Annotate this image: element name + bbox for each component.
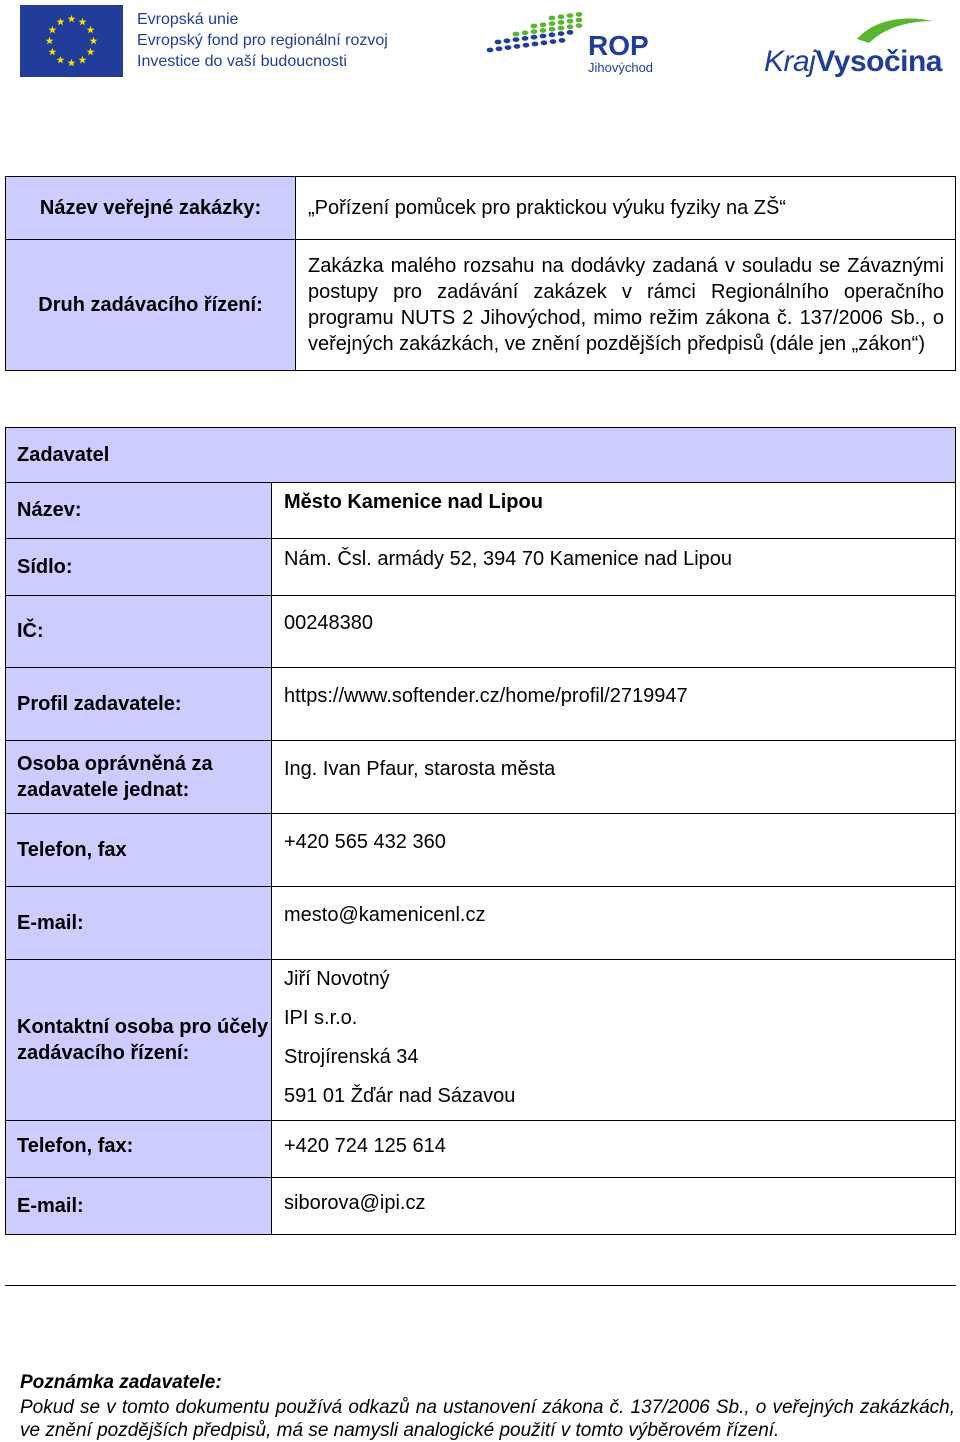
- table-row: [6, 668, 956, 741]
- tender-name-row: [6, 177, 956, 240]
- authority-email-label: E-mail:: [6, 887, 272, 960]
- rop-dot-icon: [559, 38, 566, 43]
- rop-dot-icon: [504, 38, 511, 43]
- kraj-vysocina-logo: [760, 15, 940, 80]
- rop-dot-icon: [567, 24, 574, 29]
- eu-star-icon: [87, 48, 95, 56]
- rop-dot-icon: [558, 26, 565, 31]
- tender-type-label: Druh zadávacího řízení:: [6, 240, 296, 371]
- contact-person-value: [272, 960, 956, 1121]
- note-title: Poznámka zadavatele:: [20, 1372, 222, 1393]
- authority-name-label: Název:: [6, 483, 272, 539]
- eu-star-icon: [57, 56, 65, 64]
- rop-logo: [484, 8, 669, 78]
- authority-seat-label: Sídlo:: [6, 539, 272, 596]
- vysocina-word: Vysočina: [815, 45, 942, 78]
- rop-dot-icon: [531, 24, 538, 29]
- eu-star-icon: [90, 37, 98, 45]
- contact-name: Jiří Novotný: [284, 968, 390, 990]
- authority-ico-value: 00248380: [272, 596, 956, 668]
- kraj-wordmark: [764, 45, 942, 79]
- tender-name-label: Název veřejné zakázky:: [6, 177, 296, 240]
- eu-logo-text: [137, 9, 388, 72]
- rop-dot-icon: [495, 40, 502, 45]
- table-row: [6, 887, 956, 960]
- kraj-swoosh-icon: [855, 15, 935, 45]
- eu-line-3: Investice do vaší budoucnosti: [137, 53, 347, 70]
- authority-name-value: Město Kamenice nad Lipou: [272, 483, 956, 539]
- rop-dot-icon: [576, 23, 583, 28]
- rop-dot-icon: [522, 36, 529, 41]
- rop-dot-icon: [558, 31, 565, 36]
- rop-dot-icon: [514, 44, 521, 49]
- authority-seat-value: Nám. Čsl. armády 52, 394 70 Kamenice nad Lipou: [272, 539, 956, 596]
- rop-dot-icon: [540, 28, 547, 33]
- table-row: [6, 539, 956, 596]
- rop-dot-icon: [549, 32, 556, 37]
- authorized-person-label: Osoba oprávněná za zadavatele jednat:: [6, 741, 272, 814]
- rop-dots-icon: [484, 10, 584, 60]
- eu-star-icon: [48, 26, 56, 34]
- eu-star-icon: [79, 56, 87, 64]
- contact-person-label: Kontaktní osoba pro účely zadávacího řízení:: [6, 960, 272, 1121]
- rop-dot-icon: [522, 30, 529, 35]
- contracting-authority-table: [5, 427, 956, 1235]
- contact-street: Strojírenská 34: [284, 1046, 419, 1068]
- rop-dot-icon: [513, 32, 520, 37]
- authority-phone-value: +420 565 432 360: [272, 814, 956, 887]
- eu-logo: [20, 5, 400, 77]
- table-row: [6, 483, 956, 539]
- rop-dot-icon: [487, 48, 494, 53]
- eu-star-icon: [68, 15, 76, 23]
- rop-dot-icon: [550, 39, 557, 44]
- rop-dot-icon: [549, 27, 556, 32]
- tender-name-value: „Pořízení pomůcek pro praktickou výuku fyziky na ZŠ“: [296, 177, 956, 240]
- note-text: Pokud se v tomto dokumentu používá odkazů na ustanovení zákona č. 137/2006 Sb., o veřejných zakázkách, ve znění pozdějších předpisů, má se namysli analogické použití v tomto výběrovém řízení.: [20, 1397, 955, 1441]
- rop-dot-icon: [567, 19, 574, 24]
- buyer-profile-label: Profil zadavatele:: [6, 668, 272, 741]
- rop-dot-icon: [567, 30, 574, 35]
- table-row: [6, 596, 956, 668]
- eu-line-2: Evropský fond pro regionální rozvoj: [137, 32, 388, 49]
- tender-type-value: Zakázka malého rozsahu na dodávky zadaná v souladu se Závaznými postupy pro zadávání zakázek v rámci Regionálního operačního programu NUTS 2 Jihovýchod, mimo režim zákona č. 137/2006 Sb., o veřejných zakázkách, ve znění pozdějších předpisů (dále jen „zákon“): [296, 240, 956, 371]
- contracting-header: Zadavatel: [6, 428, 956, 483]
- eu-star-icon: [57, 18, 65, 26]
- tender-table: [5, 176, 956, 371]
- rop-dot-icon: [576, 18, 583, 23]
- contact-phone-value: +420 724 125 614: [272, 1121, 956, 1178]
- rop-dot-icon: [549, 16, 556, 21]
- table-row: [6, 1178, 956, 1235]
- authorized-person-value: Ing. Ivan Pfaur, starosta města: [272, 741, 956, 814]
- rop-dot-icon: [532, 42, 539, 47]
- table-row: [6, 814, 956, 887]
- rop-dot-icon: [531, 35, 538, 40]
- buyer-profile-value: https://www.softender.cz/home/profil/2719947: [272, 668, 956, 741]
- footer-divider: [5, 1285, 956, 1286]
- rop-dot-icon: [540, 34, 547, 39]
- rop-dot-icon: [558, 14, 565, 19]
- table-row: [6, 741, 956, 814]
- contact-city: 591 01 Žďár nad Sázavou: [284, 1085, 516, 1107]
- contact-phone-label: Telefon, fax:: [6, 1121, 272, 1178]
- rop-dot-icon: [496, 46, 503, 51]
- rop-subtitle: Jihovýchod: [588, 60, 654, 75]
- rop-dot-icon: [513, 37, 520, 42]
- contact-company: IPI s.r.o.: [284, 1007, 358, 1029]
- rop-dot-icon: [505, 45, 512, 50]
- contracting-header-row: [6, 428, 956, 483]
- table-row: [6, 1121, 956, 1178]
- contact-email-value: siborova@ipi.cz: [272, 1178, 956, 1235]
- eu-star-icon: [46, 37, 54, 45]
- authority-phone-label: Telefon, fax: [6, 814, 272, 887]
- eu-star-icon: [68, 59, 76, 67]
- eu-star-icon: [79, 18, 87, 26]
- rop-dot-icon: [558, 20, 565, 25]
- rop-dot-icon: [531, 29, 538, 34]
- rop-dot-icon: [549, 21, 556, 26]
- kraj-word: Kraj: [764, 45, 816, 78]
- tender-type-row: [6, 240, 956, 371]
- contact-email-label: E-mail:: [6, 1178, 272, 1235]
- rop-dot-icon: [567, 13, 574, 18]
- rop-dot-icon: [576, 12, 583, 17]
- rop-dot-icon: [540, 22, 547, 27]
- eu-line-1: Evropská unie: [137, 11, 239, 28]
- rop-dot-icon: [523, 43, 530, 48]
- table-row: [6, 960, 956, 1121]
- authority-ico-label: IČ:: [6, 596, 272, 668]
- rop-name: ROP: [588, 30, 649, 61]
- eu-star-icon: [87, 26, 95, 34]
- eu-star-icon: [48, 48, 56, 56]
- rop-dot-icon: [541, 40, 548, 45]
- eu-flag-icon: [20, 5, 123, 77]
- authority-email-value: mesto@kamenicenl.cz: [272, 887, 956, 960]
